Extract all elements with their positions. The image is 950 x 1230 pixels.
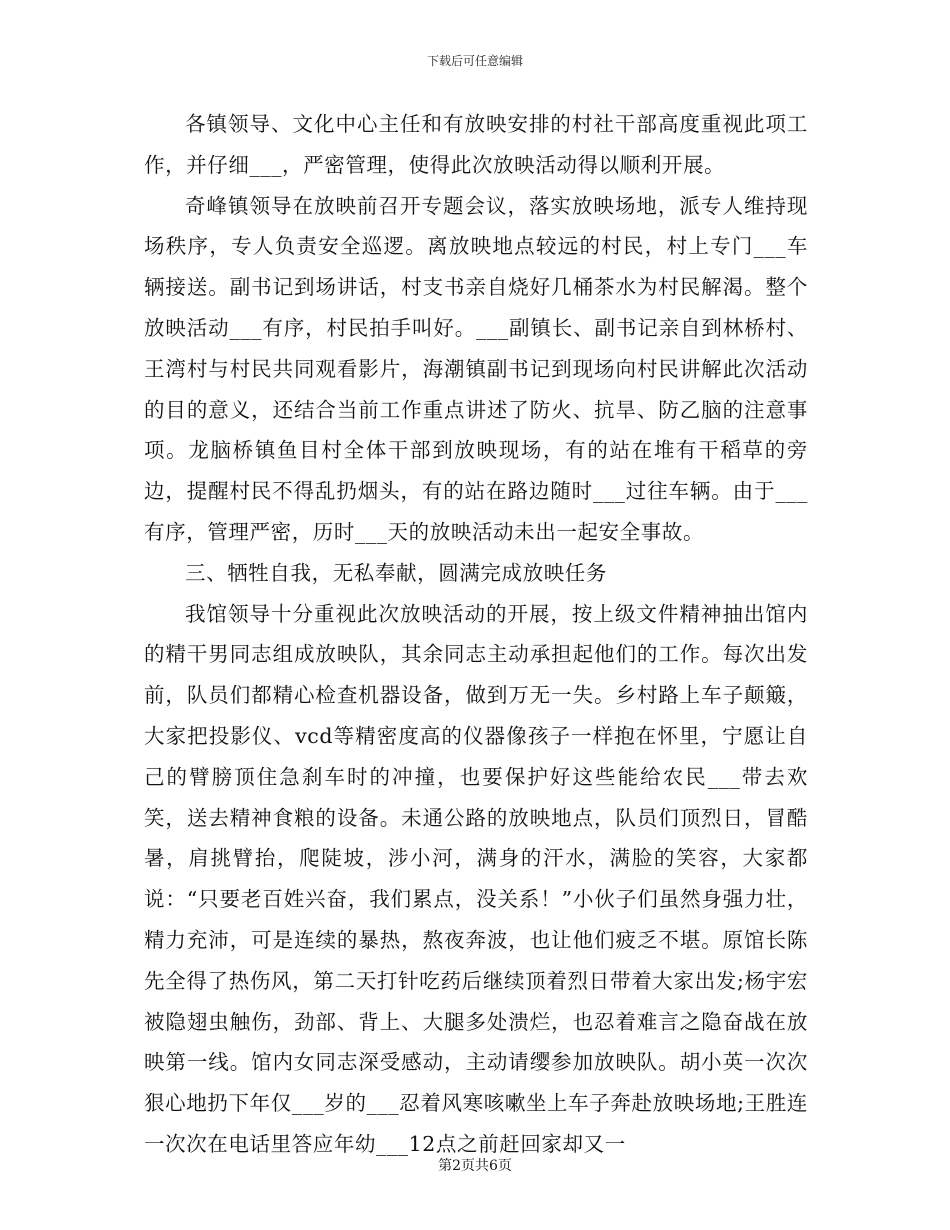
paragraph-2: 奇峰镇领导在放映前召开专题会议，落实放映场地，派专人维持现场秩序，专人负责安全巡逻。离放映地点较远的村民，村上专门___车辆接送。副书记到场讲话，村支书亲自烧好几桶茶水为村民解渴。整个放映活动___有序，村民拍手叫好。___副镇长、副书记亲自到林桥村、王湾村与村民共同观看影片，海潮镇副书记到现场向村民讲解此次活动的目的意义，还结合当前工作重点讲述了防火、抗旱、防乙脑的注意事项。龙脑桥镇鱼目村全体干部到放映现场，有的站在堆有干稻草的旁边，提醒村民不得乱扔烟头，有的站在路边随时___过往车辆。由于___有序，管理严密，历时___天的放映活动未出一起安全事故。	[144, 193, 808, 544]
document-body	[144, 104, 808, 1165]
section-heading: 三、牺牲自我，无私奉献，圆满完成放映任务	[185, 560, 607, 585]
page-footer: 第2页共6页	[438, 1158, 512, 1174]
paragraph-1: 各镇领导、文化中心主任和有放映安排的村社干部高度重视此项工作，并仔细___，严密管理，使得此次放映活动得以顺利开展。	[144, 112, 808, 177]
paragraph-3: 我馆领导十分重视此次放映活动的开展，按上级文件精神抽出馆内的精干男同志组成放映队，其余同志主动承担起他们的工作。每次出发前，队员们都精心检查机器设备，做到万无一失。乡村路上车子颠簸，大家把投影仪、vcd等精密度高的仪器像孩子一样抱在怀里，宁愿让自己的臂膀顶住急刹车时的冲撞，也要保护好这些能给农民___带去欢笑，送去精神食粮的设备。未通公路的放映地点，队员们顶烈日，冒酷暑，肩挑臂抬，爬陡坡，涉小河，满身的汗水，满脸的笑容，大家都说：“只要老百姓兴奋，我们累点，没关系！”小伙子们虽然身强力壮，精力充沛，可是连续的暴热，熬夜奔波，也让他们疲乏不堪。原馆长陈先全得了热伤风，第二天打针吃药后继续顶着烈日带着大家出发;杨宇宏被隐翅虫触伤，劲部、背上、大腿多处溃烂，也忍着难言之隐奋战在放映第一线。馆内女同志深受感动，主动请缨参加放映队。胡小英一次次狠心地扔下年仅___岁的___忍着风寒咳嗽坐上车子奔赴放映场地;王胜连一次次在电话里答应年幼___12点之前赶回家却又一	[144, 601, 808, 1156]
page-header: 下载后可任意编辑	[426, 54, 523, 68]
